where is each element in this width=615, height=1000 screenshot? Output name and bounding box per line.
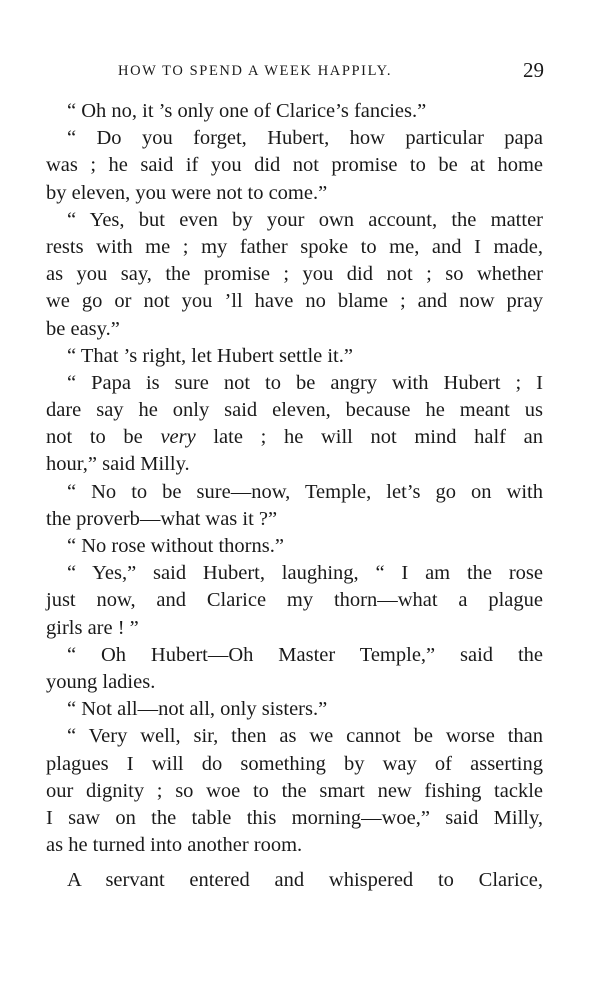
text-line: “ Yes, but even by your own account, the matter <box>67 208 543 231</box>
text-line: hour,” said Milly. <box>46 453 190 476</box>
text-line: “ That ’s right, let Hubert settle it.” <box>67 344 353 367</box>
text-line: “ Papa is sure not to be angry with Hubert ; I <box>67 371 543 394</box>
body-text <box>46 98 543 894</box>
text-line: “ Not all—not all, only sisters.” <box>67 698 328 721</box>
text-line: by eleven, you were not to come.” <box>46 181 328 204</box>
text-line: the proverb—what was it ?” <box>46 507 278 530</box>
text-line: “ No rose without thorns.” <box>67 535 284 557</box>
text-line: just now, and Clarice my thorn—what a plague <box>46 589 543 612</box>
text-line: dare say he only said eleven, because he meant us <box>46 399 543 422</box>
text-line: rests with me ; my father spoke to me, and I made, <box>46 235 543 258</box>
text-line: A servant entered and whispered to Clarice, <box>67 869 543 892</box>
text-line: our dignity ; so woe to the smart new fishing tackle <box>46 779 543 802</box>
text-line: be easy.” <box>46 317 120 340</box>
text-line: girls are ! ” <box>46 616 139 639</box>
text-line: as you say, the promise ; you did not ; so whether <box>46 263 543 286</box>
text-line: as he turned into another room. <box>46 834 303 857</box>
text-line: “ Oh no, it ’s only one of Clarice’s fancies.” <box>67 100 427 122</box>
text-line: “ Very well, sir, then as we cannot be worse than <box>67 725 543 748</box>
text-line: we go or not you ’ll have no blame ; and now pray <box>46 290 543 313</box>
text-line: was ; he said if you did not promise to be at home <box>46 154 543 177</box>
text-line: young ladies. <box>46 670 156 693</box>
text-line: I saw on the table this morning—woe,” said Milly, <box>46 806 543 829</box>
page-number: 29 <box>523 58 544 82</box>
text-line: plagues I will do something by way of asserting <box>46 752 543 775</box>
text-line: “ Oh Hubert—Oh Master Temple,” said the <box>67 643 543 666</box>
text-line: “ Yes,” said Hubert, laughing, “ I am the rose <box>67 562 543 585</box>
text-line: “ Do you forget, Hubert, how particular papa <box>67 127 543 150</box>
text-line: “ No to be sure—now, Temple, let’s go on with <box>67 480 543 503</box>
running-title: HOW TO SPEND A WEEK HAPPILY. <box>118 63 393 79</box>
emphasis-text: very <box>160 426 196 449</box>
running-head <box>118 58 544 83</box>
text-line: not to be very late ; he will not mind half an <box>46 426 543 449</box>
